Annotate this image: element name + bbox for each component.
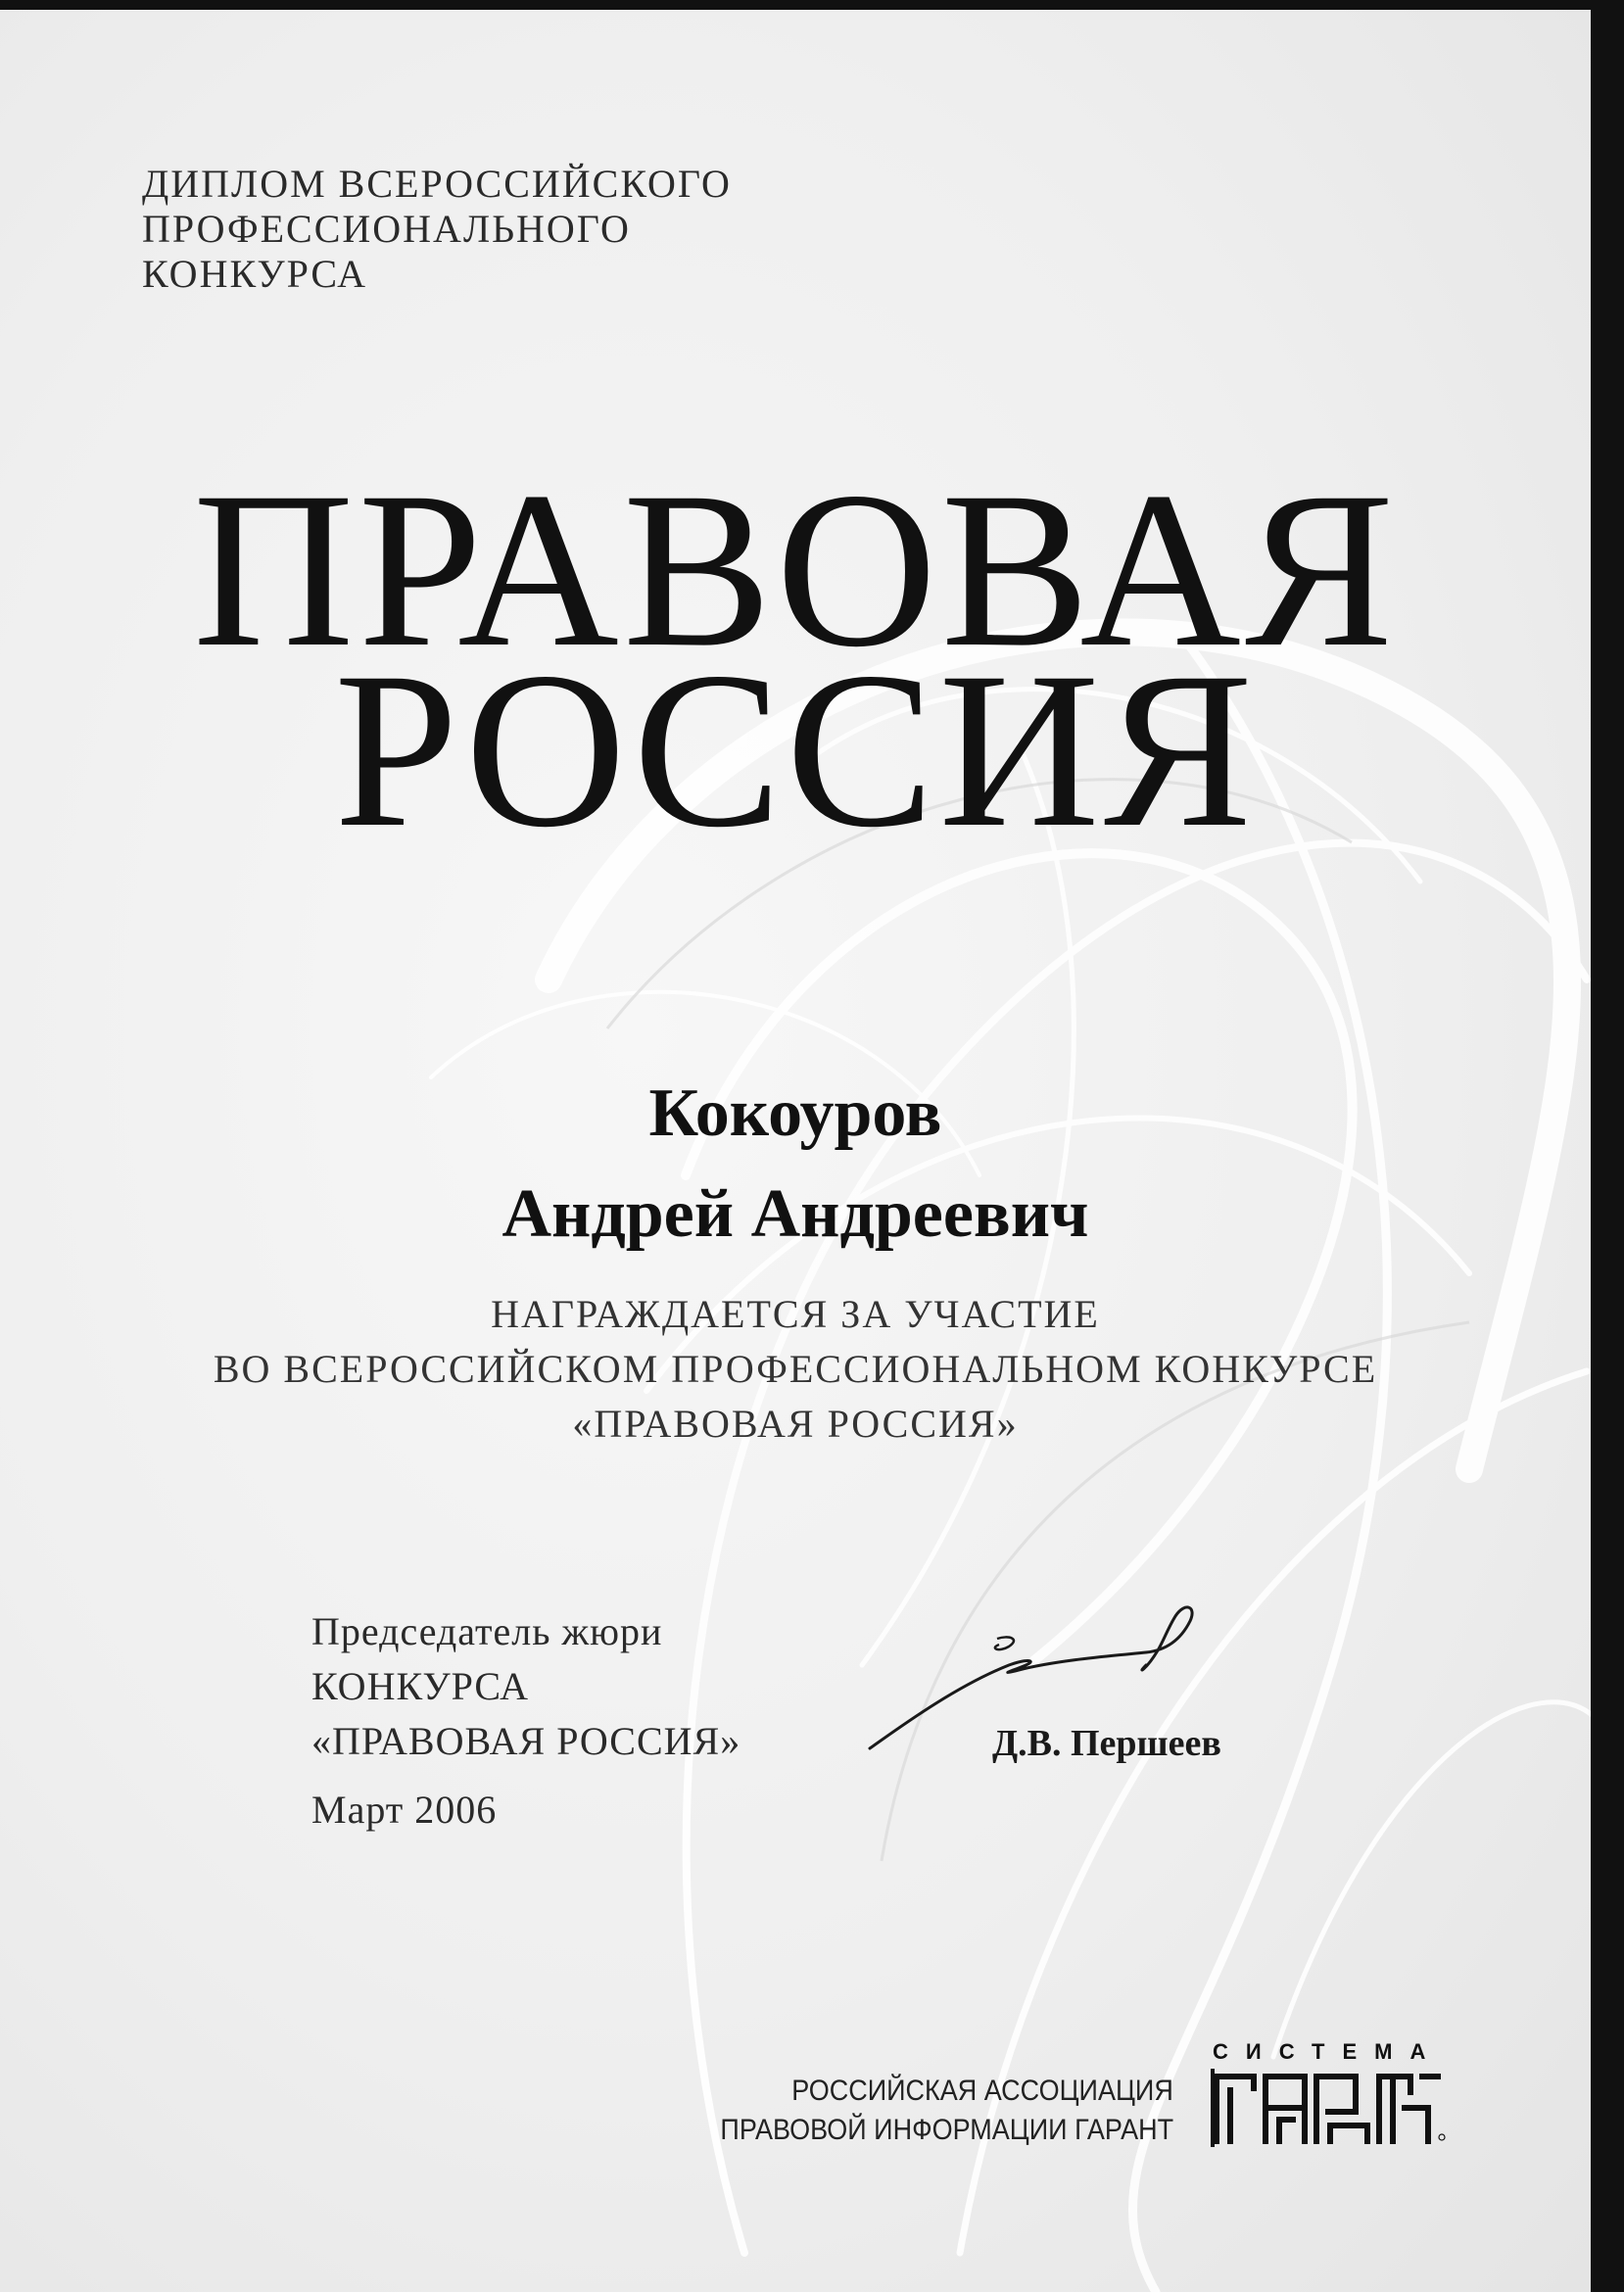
scan-top-border	[0, 0, 1624, 10]
title-line-1: ПРАВОВАЯ	[192, 447, 1399, 693]
logo-caption: СИСТЕМА	[1213, 2039, 1444, 2064]
header-line-3: КОНКУРСА	[142, 252, 367, 296]
association-line-2: ПРАВОВОЙ ИНФОРМАЦИИ ГАРАНТ	[720, 2114, 1173, 2146]
header-line-2: ПРОФЕССИОНАЛЬНОГО	[142, 207, 631, 251]
signer-name: Д.В. Першеев	[992, 1723, 1221, 1764]
recipient-given-names: Андрей Андреевич	[502, 1176, 1089, 1252]
award-line-3: «ПРАВОВАЯ РОССИЯ»	[572, 1402, 1019, 1446]
association-line-1: РОССИЙСКАЯ АССОЦИАЦИЯ	[791, 2075, 1173, 2107]
scan-right-border	[1591, 0, 1624, 2292]
diploma-date: Март 2006	[311, 1788, 498, 1832]
recipient-surname: Кокоуров	[648, 1075, 942, 1151]
garant-logo-icon	[1211, 2069, 1446, 2147]
jury-contest-label: КОНКУРСА	[311, 1664, 529, 1708]
jury-chair-label: Председатель жюри	[311, 1609, 663, 1653]
award-line-1: НАГРАЖДАЕТСЯ ЗА УЧАСТИЕ	[491, 1292, 1100, 1336]
jury-contest-name: «ПРАВОВАЯ РОССИЯ»	[311, 1719, 741, 1763]
header-line-1: ДИПЛОМ ВСЕРОССИЙСКОГО	[142, 162, 732, 206]
award-line-2: ВО ВСЕРОССИЙСКОМ ПРОФЕССИОНАЛЬНОМ КОНКУРСЕ	[213, 1347, 1378, 1391]
title-line-2: РОССИЯ	[334, 627, 1257, 874]
